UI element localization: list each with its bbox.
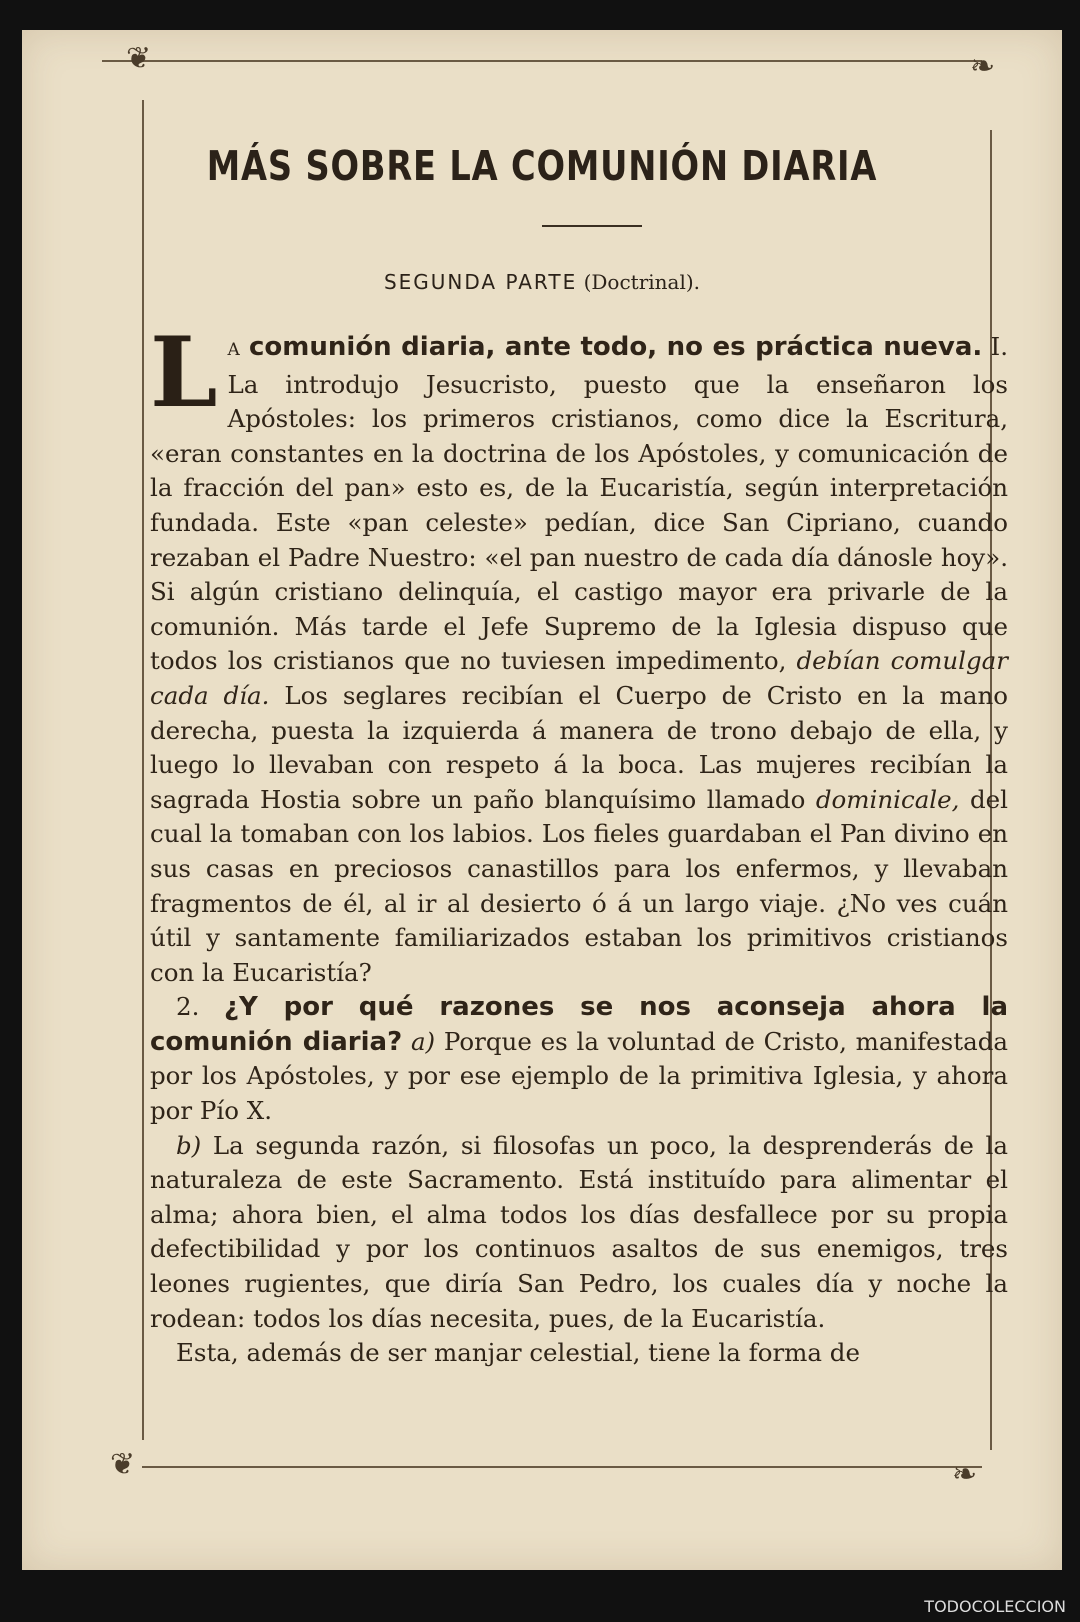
frame-bottom-line: [142, 1466, 982, 1468]
watermark: TODOCOLECCION: [924, 1597, 1066, 1616]
subtitle-main: SEGUNDA PARTE: [383, 270, 578, 294]
paragraph-text: del cual la tomaban con los labios. Los fieles guardaban el Pan divino en sus casas en preciosos canastillos para los enfermos, y llevaban fragmentos de él, al ir al desierto ó á un largo viaje. ¿No ves cuán útil y santamente familiarizados estaban los primitivos cristianos con la Eucaristía?: [150, 784, 1008, 987]
frame-left-line: [142, 100, 144, 1440]
section-subtitle: [22, 270, 1062, 294]
drop-cap-continuation: A: [227, 340, 241, 360]
page-title: MÁS SOBRE LA COMUNIÓN DIARIA: [206, 142, 878, 190]
title-divider: [542, 225, 642, 227]
question-heading: ¿Y por qué razones se nos aconseja ahora la comunión diaria?: [150, 992, 1008, 1057]
corner-ornament-icon: ❧: [970, 49, 996, 84]
item-label: b): [176, 1130, 202, 1160]
paragraph-text: I. La introdujo Jesucristo, puesto que la enseñaron los Apóstoles: los primeros cristianos, como dice la Escritura, «eran constantes en la doctrina de los Apóstoles, y comunicación de la fracción del pan» esto es, de la Eucaristía, según interpretación fundada. Este «pan celeste» pedían, dice San Cipriano, cuando rezaban el Padre Nuestro: «el pan nuestro de cada día dánosle hoy». Si algún cristiano delinquía, el castigo mayor era privarle de la comunión. Más tarde el Jefe Supremo de la Iglesia dispuso que todos los cristianos que no tuviesen impedimento,: [150, 332, 1008, 676]
paragraph-text: Esta, además de ser manjar celestial, tiene la forma de: [176, 1338, 860, 1368]
lead-heading: comunión diaria, ante todo, no es práctica nueva.: [249, 332, 983, 362]
paragraph-4: [150, 1336, 1008, 1371]
paragraph-text: Los seglares recibían el Cuerpo de Cristo en la mano derecha, puesta la izquierda á manera de trono debajo de ella, y luego lo llevaban con respeto á la boca. Las mujeres recibían la sagrada Hostia sobre un paño blanquísimo llamado: [150, 680, 1008, 814]
paragraph-3: [150, 1129, 1008, 1337]
paragraph-text: Porque es la voluntad de Cristo, manifestada por los Apóstoles, y por ese ejemplo de la primitiva Iglesia, y ahora por Pío X.: [150, 1026, 1008, 1126]
paragraph-2: [150, 990, 1008, 1128]
corner-ornament-icon: ❧: [952, 1457, 978, 1492]
body-text: [150, 316, 1009, 1371]
frame-top-line: [102, 60, 982, 62]
paragraph-text: La segunda razón, si filosofas un poco, la desprenderás de la naturaleza de este Sacramento. Está instituído para alimentar el alma; ahora bien, el alma todos los días desfallece por su propia defectibilidad y por los continuos asaltos de sus enemigos, tres leones rugientes, que diría San Pedro, los cuales día y noche la rodean: todos los días necesita, pues, de la Eucaristía.: [150, 1130, 1008, 1333]
item-label: a): [410, 1026, 436, 1056]
italic-phrase: dominicale,: [815, 784, 960, 814]
paragraph-1: [150, 316, 1009, 990]
document-page: [22, 30, 1062, 1570]
item-number: 2.: [176, 992, 200, 1022]
italic-phrase: debían comulgar cada día.: [150, 646, 1009, 710]
subtitle-paren: (Doctrinal).: [583, 270, 701, 294]
drop-cap: L: [150, 316, 218, 429]
corner-ornament-icon: ❦: [126, 41, 152, 76]
corner-ornament-icon: ❦: [110, 1447, 136, 1482]
